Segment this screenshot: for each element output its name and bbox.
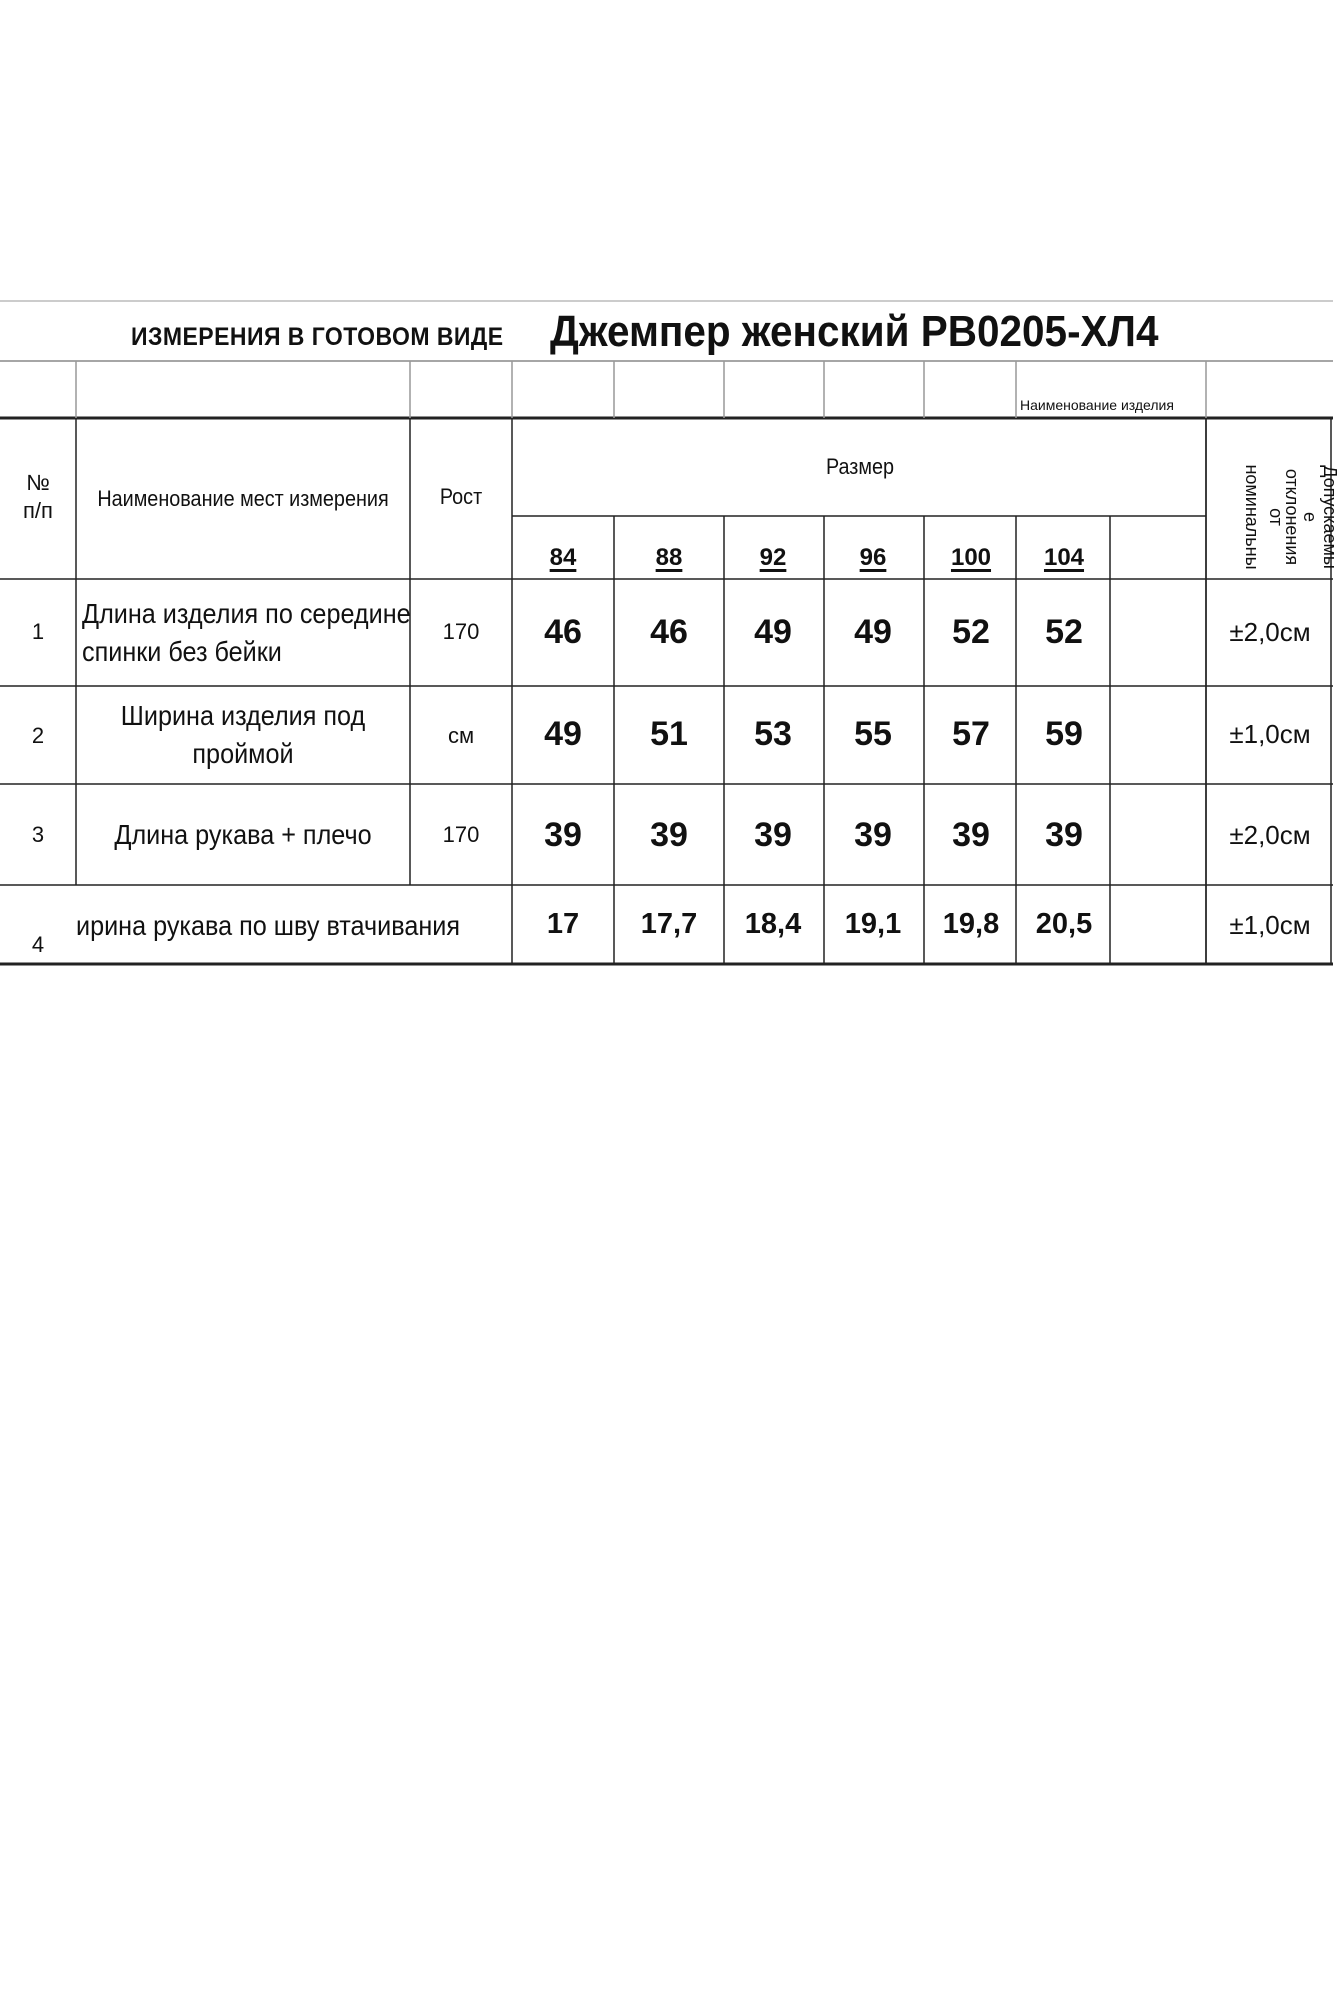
- row-tolerance: ±2,0см: [1229, 617, 1311, 647]
- row-value-100: 57: [952, 715, 990, 753]
- row-value-104: 52: [1045, 613, 1083, 651]
- row-height: 170: [442, 822, 480, 847]
- size-label-104: 104: [1043, 544, 1085, 571]
- row-number: 2: [31, 723, 45, 748]
- row-value-100: 52: [952, 613, 990, 651]
- row-tolerance: ±1,0см: [1229, 719, 1311, 749]
- row-value-84: 17: [546, 908, 580, 940]
- row-number: 3: [31, 822, 45, 847]
- row-number: 4: [31, 932, 45, 957]
- table-subtitle: ИЗМЕРЕНИЯ В ГОТОВОМ ВИДЕ: [131, 323, 504, 351]
- tolerance-header-line4: от: [1266, 508, 1286, 526]
- row-value-92: 18,4: [744, 908, 802, 940]
- row-value-96: 39: [854, 816, 892, 854]
- row-value-92: 49: [754, 613, 792, 651]
- size-label-92: 92: [759, 544, 787, 571]
- size-label-96: 96: [859, 544, 887, 571]
- name-header: Наименование мест измерения: [97, 486, 389, 511]
- row-value-96: 19,1: [844, 908, 902, 940]
- row-value-84: 46: [544, 613, 582, 651]
- number-header-line1: №: [26, 470, 50, 495]
- number-header-line2: п/п: [23, 498, 53, 523]
- row-value-100: 39: [952, 816, 990, 854]
- tolerance-header-line1: Допускаемы: [1320, 465, 1340, 569]
- size-label-100: 100: [950, 544, 992, 571]
- height-header: Рост: [439, 484, 483, 509]
- row-tolerance: ±1,0см: [1229, 910, 1311, 940]
- size-label-88: 88: [655, 544, 683, 571]
- row-value-88: 39: [650, 816, 688, 854]
- row-name-line2: спинки без бейки: [82, 636, 282, 667]
- row-value-84: 39: [544, 816, 582, 854]
- row-value-84: 49: [544, 715, 582, 753]
- row-value-104: 59: [1045, 715, 1083, 753]
- row-name-line1: Ширина изделия под: [120, 700, 366, 731]
- row-height: см: [447, 723, 475, 748]
- row-value-92: 39: [754, 816, 792, 854]
- size-header: Размер: [825, 454, 895, 479]
- row-value-104: 20,5: [1035, 908, 1093, 940]
- row-number: 1: [31, 619, 45, 644]
- row-name-line1: Длина рукава + плечо: [114, 819, 372, 850]
- row-name-line1: Длина изделия по середине: [82, 598, 411, 629]
- row-value-96: 55: [854, 715, 892, 753]
- product-title: Джемпер женский РВ0205-ХЛ4: [550, 307, 1159, 356]
- tolerance-header-line2: е: [1300, 511, 1320, 522]
- row-value-88: 51: [650, 715, 688, 753]
- row-height: 170: [442, 619, 480, 644]
- row-value-92: 53: [754, 715, 792, 753]
- row-value-88: 17,7: [640, 908, 698, 940]
- row-name-line2: проймой: [192, 738, 294, 769]
- measurement-table: [0, 300, 1340, 966]
- row-value-88: 46: [650, 613, 688, 651]
- row-value-96: 49: [854, 613, 892, 651]
- row-name-line1: ирина рукава по шву втачивания: [76, 910, 460, 941]
- row-value-104: 39: [1045, 816, 1083, 854]
- row-value-100: 19,8: [942, 908, 1000, 940]
- tolerance-header-line5: номинальны: [1242, 464, 1262, 570]
- product-name-label: Наименование изделия: [1020, 397, 1174, 413]
- size-label-84: 84: [549, 544, 577, 571]
- row-tolerance: ±2,0см: [1229, 820, 1311, 850]
- tolerance-header-line3: отклонения: [1282, 468, 1302, 566]
